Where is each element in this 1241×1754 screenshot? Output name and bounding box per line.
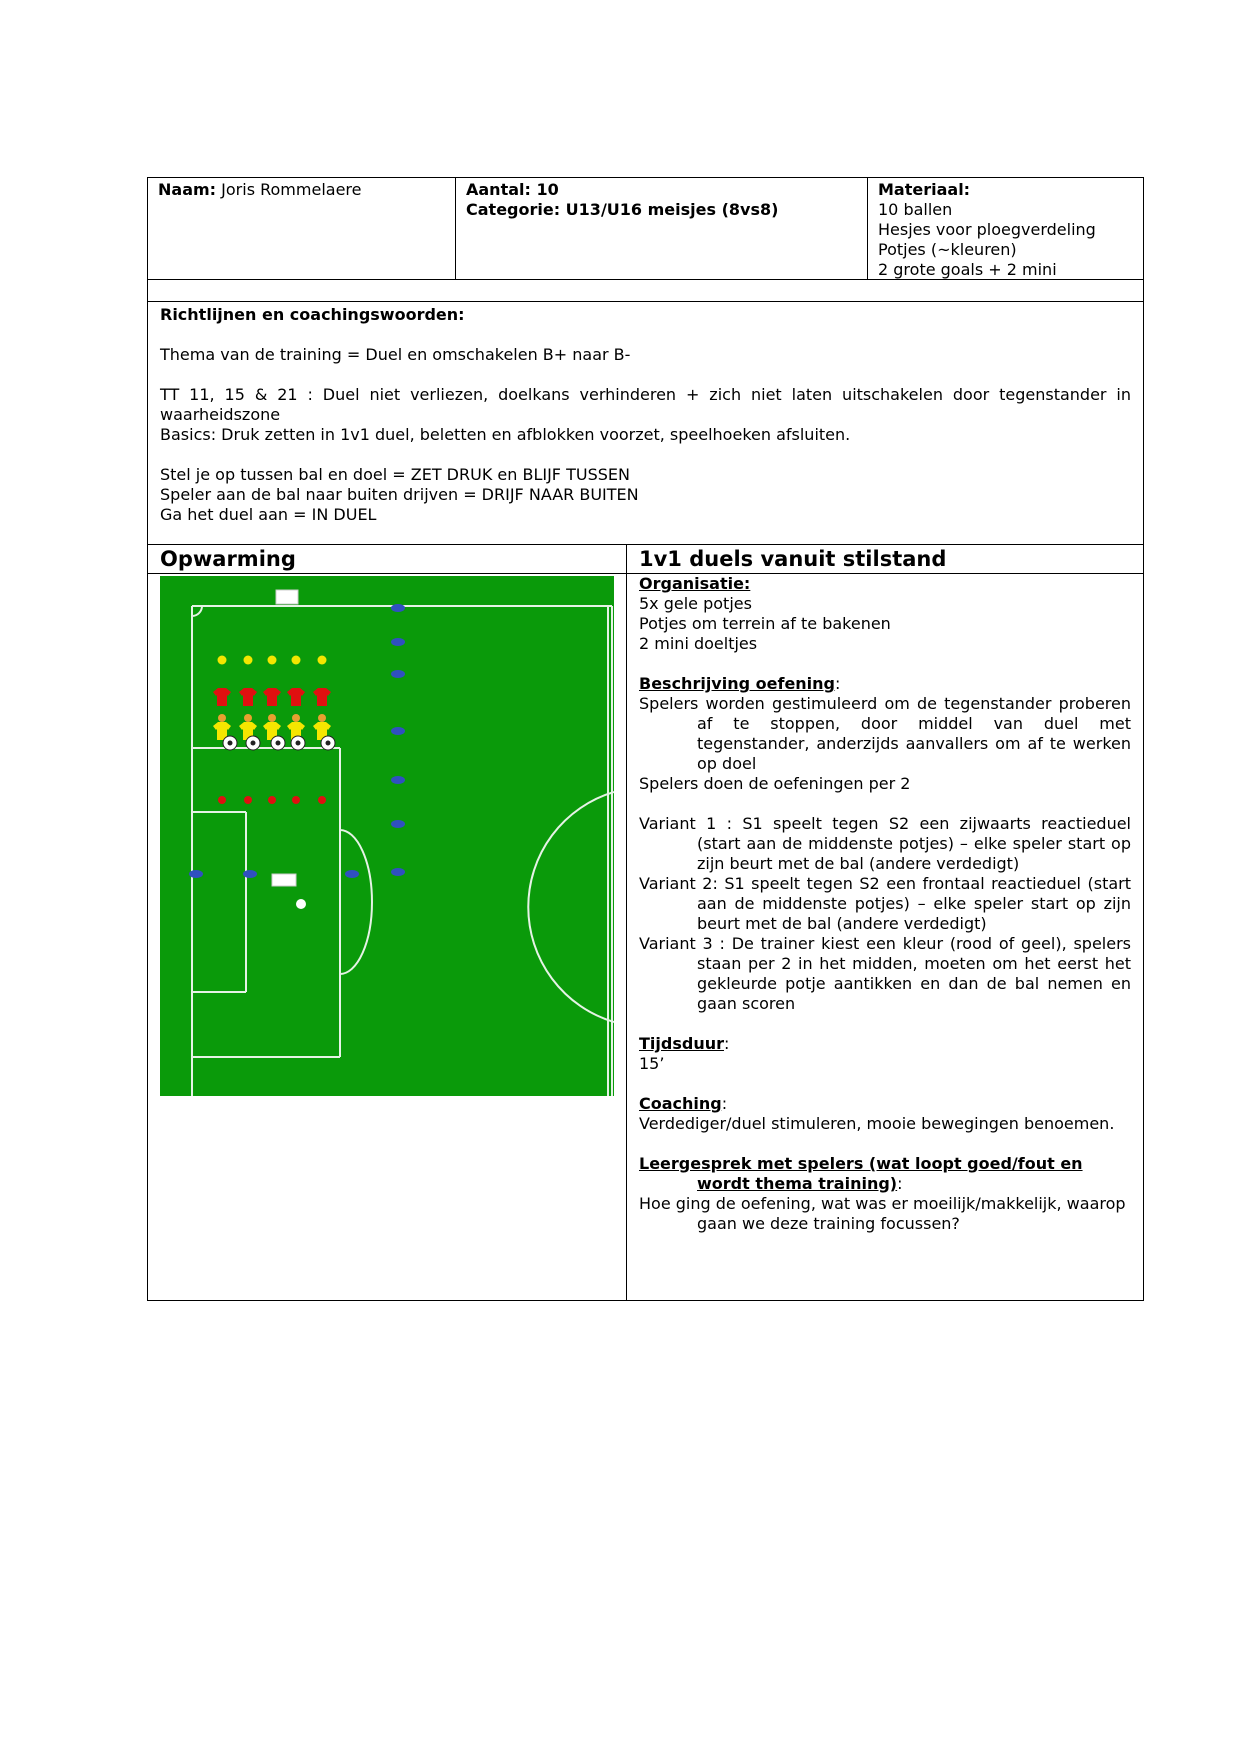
red-cone [268,796,276,804]
football-patch [326,741,331,746]
colon: : [721,1094,728,1113]
thema: Thema van de training = Duel en omschakelen B+ naar B- [160,345,631,364]
materiaal-item: 10 ballen [878,200,953,219]
organisatie-item: 5x gele potjes [639,594,752,613]
mini-goal [276,590,298,604]
orange-cone [292,714,300,722]
colon: : [723,1034,730,1053]
materiaal-item: Potjes (~kleuren) [878,240,1017,259]
yellow-cone [244,656,253,665]
football-patch [228,741,233,746]
section-right-title: 1v1 duels vanuit stilstand [639,547,947,571]
organisatie-item: 2 mini doeltjes [639,634,758,653]
colon: : [897,1174,903,1193]
blue-cone [391,670,405,678]
coaching-line: Speler aan de bal naar buiten drijven = DRIJF NAAR BUITEN [160,485,639,504]
orange-cone [244,714,252,722]
coaching-line: Ga het duel aan = IN DUEL [160,505,377,524]
red-cone [218,796,226,804]
mini-goal [272,874,296,886]
football-patch [276,741,281,746]
materiaal-item: Hesjes voor ploegverdeling [878,220,1096,239]
ball [296,899,306,909]
leergesprek-title: Leergesprek met spelers (wat loopt goed/fout en wordt thema training) [639,1154,1083,1193]
coaching-line: Stel je op tussen bal en doel = ZET DRUK en BLIJF TUSSEN [160,465,630,484]
blue-cone [391,776,405,784]
variant-3: Variant 3 : De trainer kiest een kleur (rood of geel), spelers staan per 2 in het midden, moeten om het eerst het gekleurde potje aantikken en dan de bal nemen en gaan scoren [639,934,1131,1013]
beschrijving-title: Beschrijving oefening [639,674,836,693]
categorie: Categorie: U13/U16 meisjes (8vs8) [466,200,779,219]
header-table [147,177,1144,280]
variant-1: Variant 1 : S1 speelt tegen S2 een zijwaarts reactieduel (start aan de middenste potjes) – elke speler start op zijn beurt met de bal (andere verdedigt) [639,814,1131,873]
blue-cone [391,604,405,612]
oefening-cell [627,574,1143,1234]
blue-cone [243,870,257,878]
blue-cone [391,638,405,646]
pitch-diagram [160,576,614,1096]
section-left-title: Opwarming [160,547,296,571]
naam-value: Joris Rommelaere [221,180,362,199]
blue-cone [391,727,405,735]
variant-2: Variant 2: S1 speelt tegen S2 een frontaal reactieduel (start aan de middenste potjes) – elke speler start op zijn beurt met de bal (andere verdedigt) [639,874,1131,933]
coaching-title: Coaching [639,1094,722,1113]
leergesprek-value: Hoe ging de oefening, wat was er moeilijk/makkelijk, waarop gaan we deze training focussen? [639,1194,1126,1233]
tt-text: TT 11, 15 & 21 : Duel niet verliezen, doelkans verhinderen + zich niet laten uitschakelen door tegenstander in waarheidszone [160,385,1131,424]
yellow-cone [218,656,227,665]
blue-cone [391,868,405,876]
materiaal-item: 2 grote goals + 2 mini [878,260,1057,279]
main-table [147,279,1144,1301]
richtlijnen-cell [148,303,1143,527]
orange-cone [318,714,326,722]
richtlijnen-title: Richtlijnen en coachingswoorden: [160,305,465,324]
red-cone [244,796,252,804]
blue-cone [345,870,359,878]
basics-text: Basics: Druk zetten in 1v1 duel, beletten en afblokken voorzet, speelhoeken afsluiten. [160,425,851,444]
football-patch [296,741,301,746]
naam-label: Naam: [158,180,217,199]
organisatie-title: Organisatie: [639,574,751,593]
aantal: Aantal: 10 [466,180,559,199]
tijdsduur-value: 15’ [639,1054,665,1073]
red-cone [292,796,300,804]
beschrijving-p2: Spelers doen de oefeningen per 2 [639,774,911,793]
colon: : [835,674,841,693]
aantal-cell [456,178,866,222]
blue-cone [189,870,203,878]
organisatie-item: Potjes om terrein af te bakenen [639,614,891,633]
orange-cone [268,714,276,722]
blue-cone [391,820,405,828]
beschrijving-p1: Spelers worden gestimuleerd om de tegenstander proberen af te stoppen, door middel van duel met tegenstander, anderzijds aanvallers om af te werken op doel [639,694,1131,773]
coaching-value: Verdediger/duel stimuleren, mooie bewegingen benoemen. [639,1114,1115,1133]
yellow-cone [318,656,327,665]
grass [160,576,614,1096]
tijdsduur-title: Tijdsduur [639,1034,724,1053]
naam-cell [148,178,455,202]
orange-cone [218,714,226,722]
materiaal-cell [868,178,1144,282]
materiaal-label: Materiaal: [878,180,971,199]
red-cone [318,796,326,804]
yellow-cone [268,656,277,665]
yellow-cone [292,656,301,665]
pitch-svg [160,576,614,1096]
football-patch [251,741,256,746]
